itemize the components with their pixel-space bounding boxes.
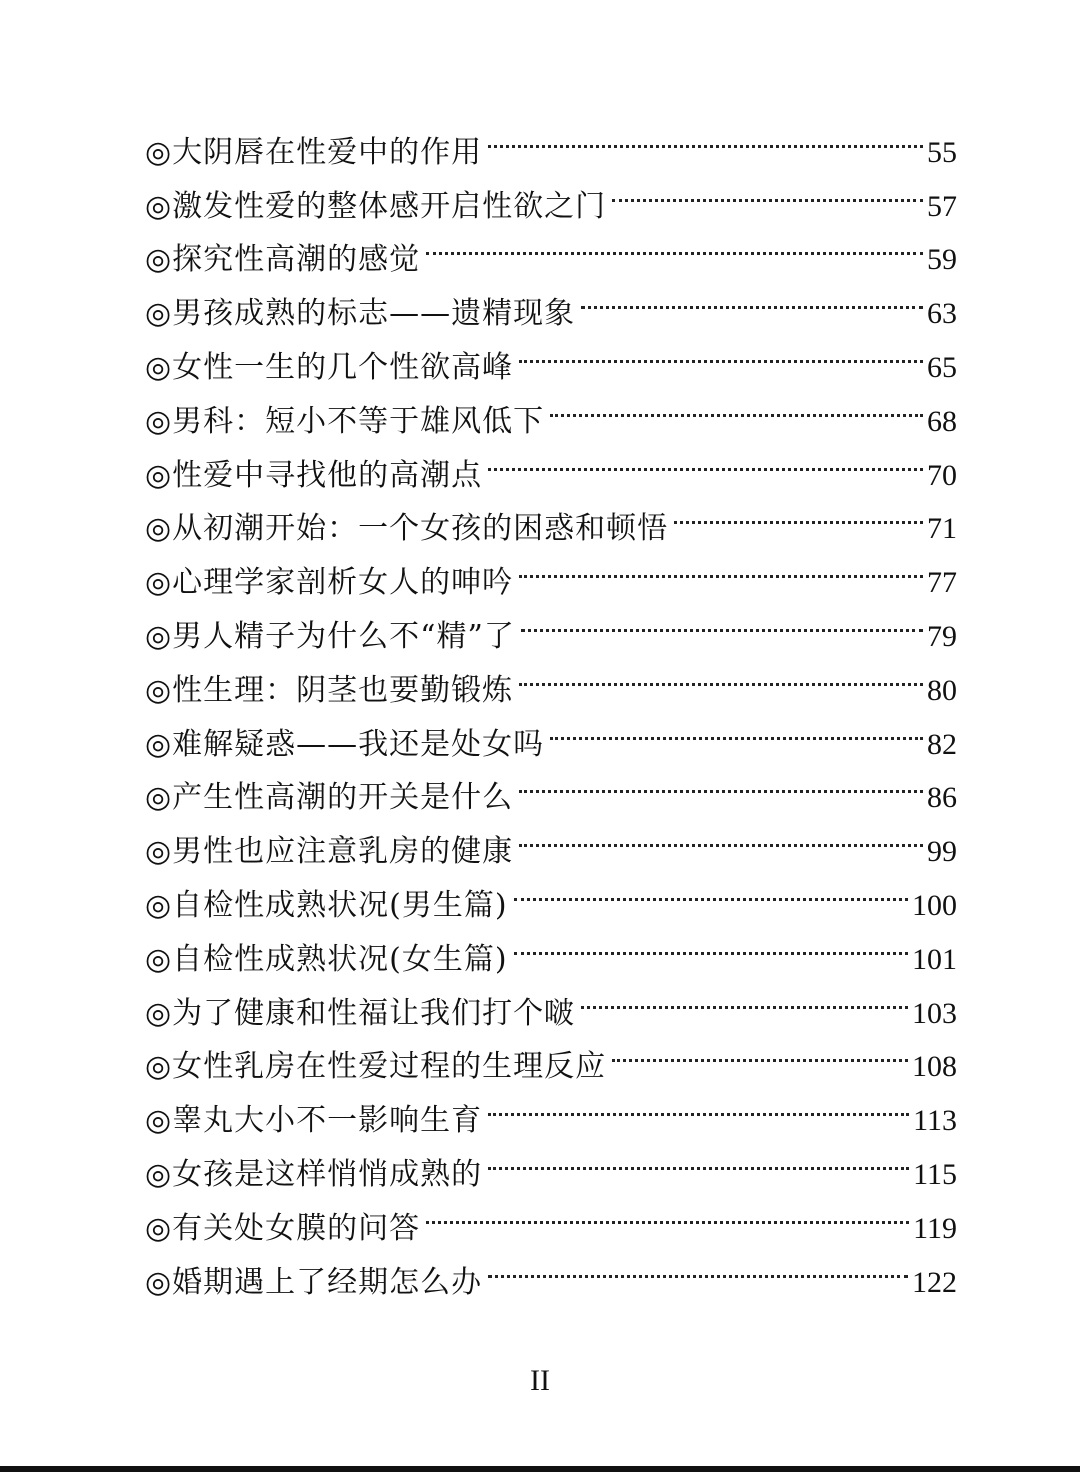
dot-leader xyxy=(612,1023,908,1077)
toc-entry-title: ◎有关处女膜的问答 xyxy=(145,1210,421,1246)
toc-entry-title: ◎男孩成熟的标志——遗精现象 xyxy=(145,296,576,332)
toc-entry-title: ◎女性乳房在性爱过程的生理反应 xyxy=(145,1049,607,1085)
dot-leader xyxy=(581,269,923,323)
dot-leader xyxy=(488,1238,908,1292)
toc-entry-title: ◎女孩是这样悄悄成熟的 xyxy=(145,1156,483,1192)
toc-entry-page: 80 xyxy=(927,673,957,707)
dot-leader xyxy=(514,861,908,915)
toc-entry-title: ◎产生性高潮的开关是什么 xyxy=(145,780,514,816)
toc-entry-page: 113 xyxy=(913,1104,957,1138)
toc-entry-page: 103 xyxy=(912,996,957,1030)
toc-entry-title: ◎性爱中寻找他的高潮点 xyxy=(145,457,483,493)
dot-leader xyxy=(674,485,923,539)
toc-entry-page: 99 xyxy=(927,835,957,869)
toc-entry-page: 57 xyxy=(927,189,957,223)
toc-entry-title: ◎性生理：阴茎也要勤锻炼 xyxy=(145,672,514,708)
toc-entry-page: 115 xyxy=(913,1157,957,1191)
toc-entry-title: ◎自检性成熟状况(女生篇) xyxy=(145,941,508,977)
toc-entry[interactable] xyxy=(145,108,957,170)
toc-entry-title: ◎男科：短小不等于雄风低下 xyxy=(145,403,545,439)
dot-leader xyxy=(514,915,908,969)
toc-entry-title: ◎为了健康和性福让我们打个啵 xyxy=(145,995,576,1031)
dot-leader xyxy=(581,969,908,1023)
toc-entry-page: 108 xyxy=(912,1050,957,1084)
toc-entry-title: ◎激发性爱的整体感开启性欲之门 xyxy=(145,188,607,224)
dot-leader xyxy=(488,431,923,485)
toc-entry-title: ◎女性一生的几个性欲高峰 xyxy=(145,349,514,385)
toc-entry-title: ◎男人精子为什么不“精”了 xyxy=(145,618,515,654)
toc-entry-page: 55 xyxy=(927,135,957,169)
toc-entry-title: ◎男性也应注意乳房的健康 xyxy=(145,834,514,870)
toc-entry-page: 79 xyxy=(927,619,957,653)
dot-leader xyxy=(550,377,923,431)
dot-leader xyxy=(426,1184,909,1238)
dot-leader xyxy=(426,216,923,270)
toc-entry-page: 70 xyxy=(927,458,957,492)
toc-entry-title: ◎心理学家剖析女人的呻吟 xyxy=(145,565,514,601)
dot-leader xyxy=(488,1130,909,1184)
dot-leader xyxy=(488,108,923,162)
toc-entry-title: ◎婚期遇上了经期怎么办 xyxy=(145,1264,483,1300)
dot-leader xyxy=(519,323,923,377)
toc-entry-page: 68 xyxy=(927,404,957,438)
dot-leader xyxy=(521,592,923,646)
bottom-rule xyxy=(0,1466,1080,1472)
toc-entry-title: ◎探究性高潮的感觉 xyxy=(145,242,421,278)
dot-leader xyxy=(488,1076,909,1130)
toc-entry-page: 77 xyxy=(927,566,957,600)
toc-entry-page: 101 xyxy=(912,942,957,976)
dot-leader xyxy=(519,807,923,861)
toc-entry-page: 82 xyxy=(927,727,957,761)
toc-entry-page: 119 xyxy=(913,1211,957,1245)
toc-entry-page: 59 xyxy=(927,243,957,277)
toc-entry-page: 86 xyxy=(927,781,957,815)
toc-entry-title: ◎大阴唇在性爱中的作用 xyxy=(145,134,483,170)
toc-entry-page: 63 xyxy=(927,297,957,331)
toc-entry-title: ◎自检性成熟状况(男生篇) xyxy=(145,887,508,923)
dot-leader xyxy=(519,538,923,592)
dot-leader xyxy=(550,700,923,754)
toc-entry-title: ◎睾丸大小不一影响生育 xyxy=(145,1103,483,1139)
toc-entry-title: ◎难解疑惑——我还是处女吗 xyxy=(145,726,545,762)
table-of-contents xyxy=(145,108,957,1300)
toc-entry-page: 122 xyxy=(912,1265,957,1299)
dot-leader xyxy=(519,754,923,808)
toc-entry-page: 65 xyxy=(927,350,957,384)
toc-entry-title: ◎从初潮开始：一个女孩的困惑和顿悟 xyxy=(145,511,669,547)
toc-entry-page: 71 xyxy=(927,512,957,546)
dot-leader xyxy=(612,162,923,216)
page-number: II xyxy=(530,1364,550,1397)
dot-leader xyxy=(519,646,923,700)
toc-entry-page: 100 xyxy=(912,888,957,922)
